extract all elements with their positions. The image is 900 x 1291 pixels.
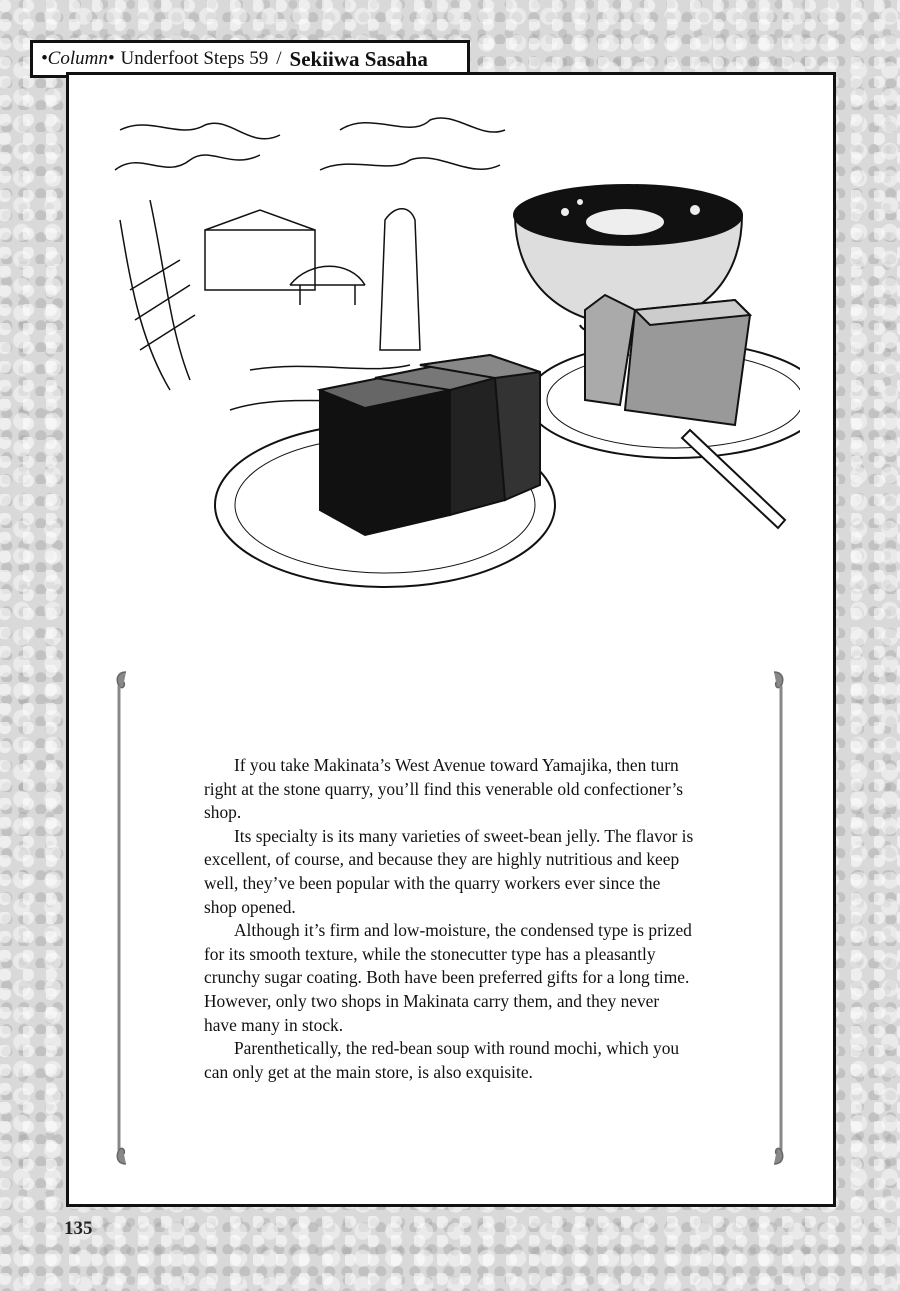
- paragraph: If you take Makinata’s West Avenue toward Yamajika, then turn right at the stone quarry, you’ll find this venerable old confectioner’s shop.: [204, 755, 684, 823]
- right-bracket-ornament: [770, 668, 786, 1168]
- page-number: 135: [64, 1218, 93, 1239]
- column-label: •Column•: [41, 48, 115, 69]
- left-bracket-ornament: [114, 668, 130, 1168]
- paragraph: Parenthetically, the red-bean soup with round mochi, which you can only get at the main store, is also exquisite.: [204, 1038, 680, 1082]
- author-name: Sekiiwa Sasaha: [289, 46, 428, 71]
- wagashi-illustration: [110, 110, 800, 600]
- header-separator: /: [276, 48, 282, 69]
- series-title: Underfoot Steps 59: [120, 48, 269, 69]
- paragraph: Its specialty is its many varieties of sweet-bean jelly. The flavor is excellent, of course, and because they are highly nutritious and keep well, they’ve been popular with the quarry workers ever since the shop opened.: [204, 825, 694, 917]
- left-plate: [215, 355, 555, 587]
- article-body: [204, 754, 694, 1084]
- paragraph: Although it’s firm and low-moisture, the condensed type is prized for its smooth texture, while the stonecutter type has a pleasantly crunchy sugar coating. Both have been preferred gifts for a long time. However, only two shops in Makinata carry them, and they never have many in stock.: [204, 920, 692, 1035]
- right-plate: [527, 295, 800, 528]
